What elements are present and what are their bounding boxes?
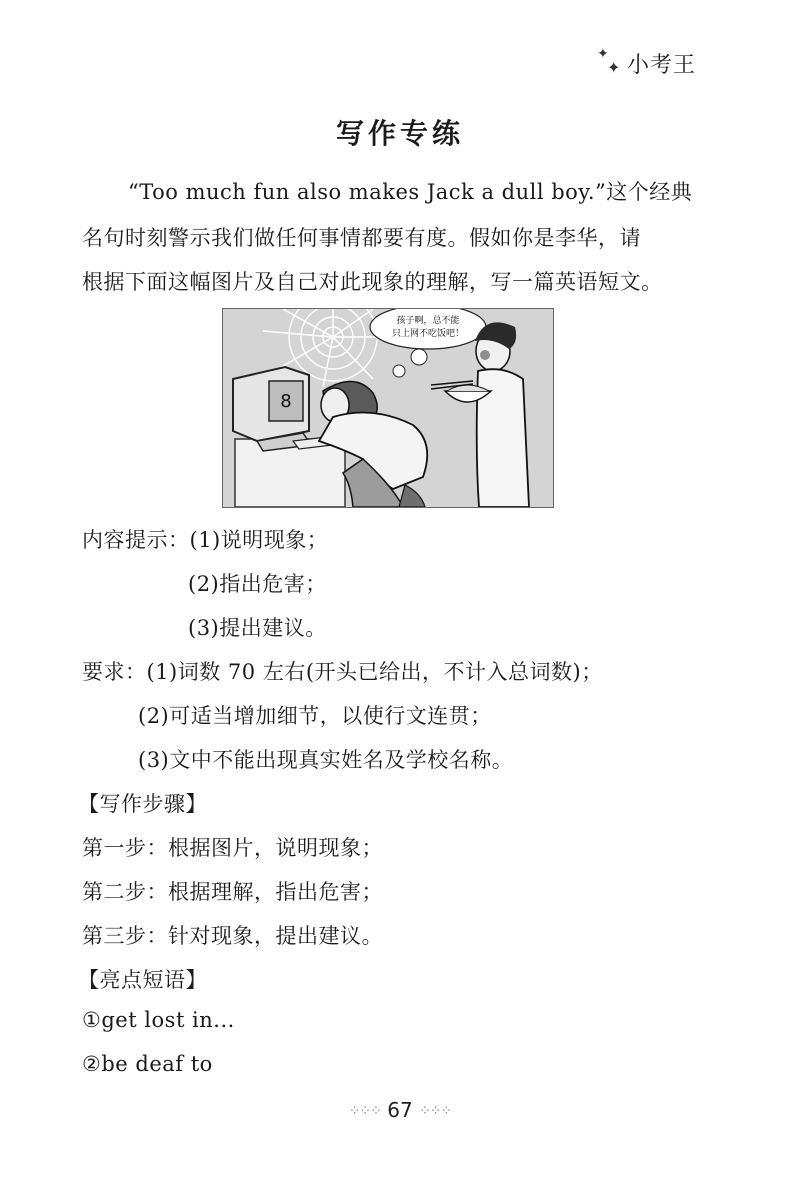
intro-line-2: 名句时刻警示我们做任何事情都要有度。假如你是李华，请 [82,226,641,250]
cartoon-illustration [222,308,554,508]
dots-decoration-right: ⁘⁘⁘ [419,1103,452,1120]
requirement-line-3: (3)文中不能出现真实姓名及学校名称。 [138,748,514,772]
phrase-2: ②be deaf to [82,1052,213,1076]
requirement-line-2: (2)可适当增加细节，以使行文连贯； [138,704,492,728]
steps-heading: 【写作步骤】 [78,792,207,816]
phrase-1: ①get lost in... [82,1008,235,1032]
speech-line-1: 孩子啊，总不能 [396,316,460,326]
step-2: 第二步：根据理解，指出危害； [82,880,383,904]
cartoon-drawing [223,309,553,507]
phrases-heading: 【亮点短语】 [78,968,207,992]
svg-text:8: 8 [280,391,292,412]
page-number: 67 [387,1098,413,1122]
brand-logo [595,45,696,79]
step-1: 第一步：根据图片，说明现象； [82,836,383,860]
hint-line-2: (2)指出危害； [188,572,327,596]
page-number-footer [0,1098,800,1122]
brand-name: 小考王 [626,53,696,78]
step-3: 第三步：针对现象，提出建议。 [82,924,383,948]
requirement-line-1: 要求：(1)词数 70 左右(开头已给出，不计入总词数)； [82,660,603,684]
hint-line-3: (3)提出建议。 [188,616,327,640]
sparkle-icon: ✦ ✦ [596,45,621,77]
dots-decoration-left: ⁘⁘⁘ [348,1103,381,1120]
intro-line-1: “Too much fun also makes Jack a dull boy.”这个经典 [128,180,693,204]
intro-line-3: 根据下面这幅图片及自己对此现象的理解，写一篇英语短文。 [82,270,663,294]
page-title: 写作专练 [335,117,464,150]
speech-line-2: 只上网不吃饭吧！ [391,329,465,339]
hint-line-1: 内容提示：(1)说明现象； [82,528,329,552]
